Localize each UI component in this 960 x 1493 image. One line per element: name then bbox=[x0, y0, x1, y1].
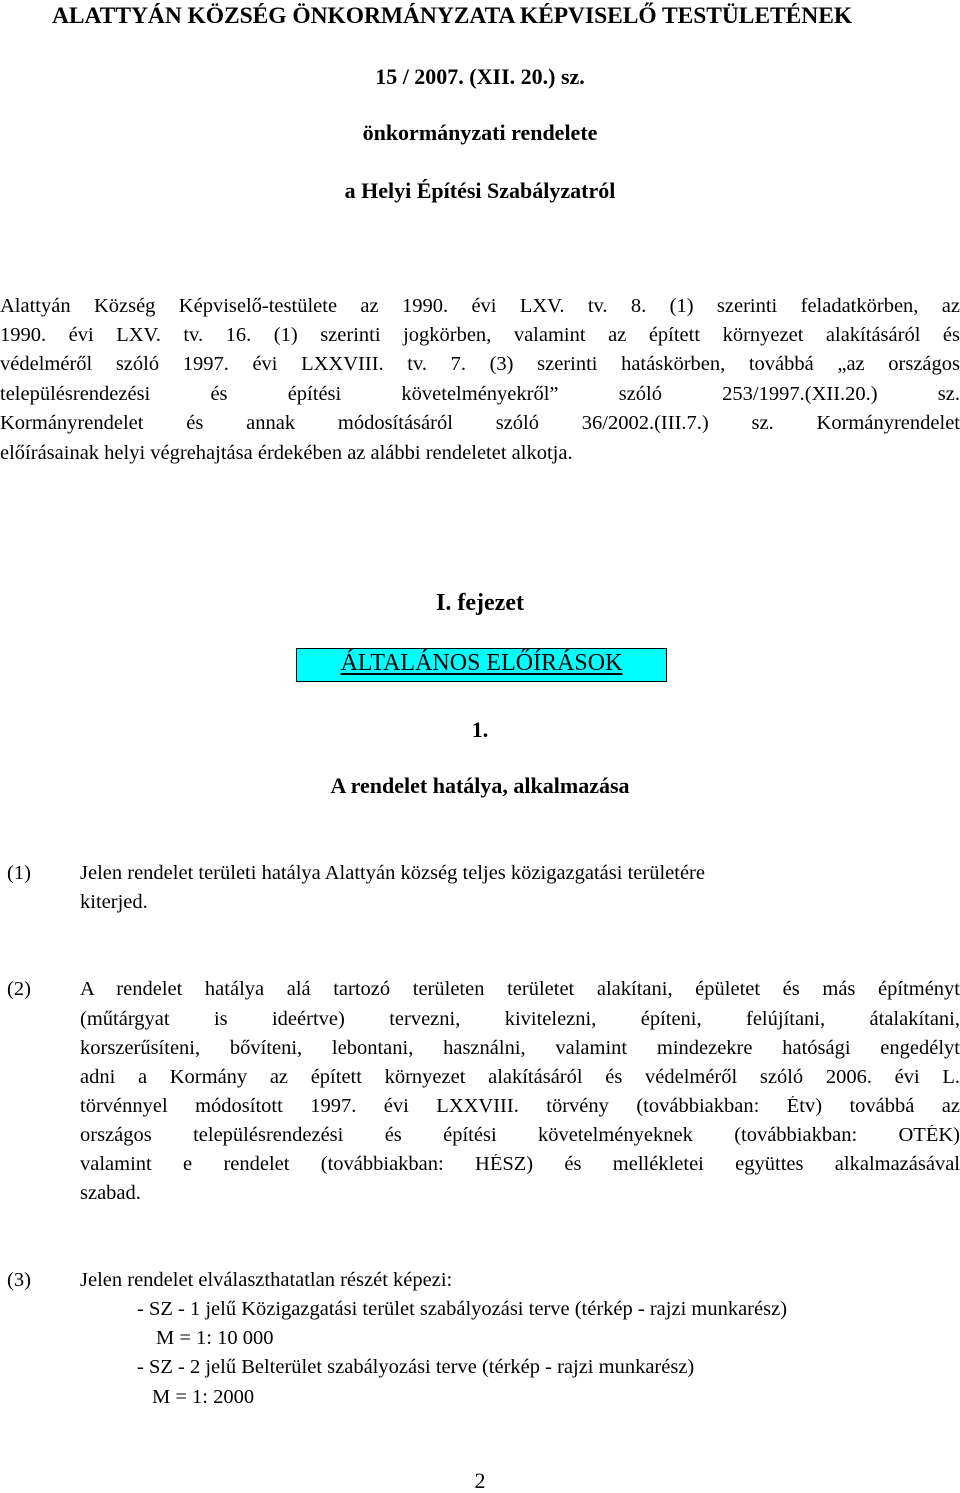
paragraph-line: korszerűsíteni, bővíteni, lebontani, használni, valamint mindezekre hatósági engedélyt bbox=[80, 1038, 960, 1059]
paragraph-line: szabad. bbox=[80, 1183, 141, 1204]
paragraph-intro: Jelen rendelet elválaszthatatlan részét képezi: bbox=[80, 1269, 453, 1291]
section-title: A rendelet hatálya, alkalmazása bbox=[330, 773, 630, 798]
preamble-line: 1990. évi LXV. tv. 16. (1) szerinti jogkörben, valamint az épített környezet alakításáról és bbox=[0, 325, 960, 346]
annex-item-label: - SZ - 1 jelű Közigazgatási terület szabályozási terve (térkép - rajzi munkarész) bbox=[137, 1298, 788, 1320]
paragraph-line: kiterjed. bbox=[80, 892, 148, 913]
chapter-number: I. fejezet bbox=[436, 590, 524, 616]
annex-item-scale: M = 1: 2000 bbox=[152, 1386, 255, 1408]
paragraph-number: (1) bbox=[7, 862, 31, 884]
chapter-title: ÁLTALÁNOS ELŐÍRÁSOK bbox=[340, 650, 623, 676]
preamble-line: előírásainak helyi végrehajtása érdekében az alábbi rendeletet alkotja. bbox=[0, 443, 573, 464]
annex-item-scale: M = 1: 10 000 bbox=[156, 1327, 274, 1349]
council-title: ALATTYÁN KÖZSÉG ÖNKORMÁNYZATA KÉPVISELŐ TESTÜLETÉNEK bbox=[52, 3, 853, 29]
paragraph-number: (2) bbox=[7, 978, 31, 1000]
section-number: 1. bbox=[471, 717, 489, 742]
paragraph-line: országos településrendezési és építési követelményeknek (továbbiakban: OTÉK) bbox=[80, 1125, 960, 1146]
paragraph-line: adni a Kormány az épített környezet alakításáról és védelméről szóló 2006. évi L. bbox=[80, 1067, 960, 1088]
decree-number: 15 / 2007. (XII. 20.) sz. bbox=[375, 64, 585, 89]
paragraph-line: (műtárgyat is ideértve) tervezni, kivitelezni, építeni, felújítani, átalakítani, bbox=[80, 1009, 960, 1030]
paragraph-line: valamint e rendelet (továbbiakban: HÉSZ) és mellékletei együttes alkalmazásával bbox=[80, 1154, 960, 1175]
paragraph-line: A rendelet hatálya alá tartozó területen területet alakítani, épületet és más építményt bbox=[80, 979, 960, 1000]
paragraph-number: (3) bbox=[7, 1269, 31, 1291]
page-number: 2 bbox=[474, 1468, 486, 1493]
paragraph-line: Jelen rendelet területi hatálya Alattyán község teljes közigazgatási területére bbox=[80, 863, 705, 884]
annex-item-label: - SZ - 2 jelű Belterület szabályozási terve (térkép - rajzi munkarész) bbox=[137, 1356, 695, 1378]
decree-subject: a Helyi Építési Szabályzatról bbox=[344, 178, 616, 203]
preamble-line: védelméről szóló 1997. évi LXXVIII. tv. 7. (3) szerinti hatáskörben, továbbá „az országos bbox=[0, 354, 960, 375]
preamble-line: Alattyán Község Képviselő-testülete az 1990. évi LXV. tv. 8. (1) szerinti feladatkörben, az bbox=[0, 296, 960, 317]
preamble-line: Kormányrendelet és annak módosításáról szóló 36/2002.(III.7.) sz. Kormányrendelet bbox=[0, 413, 960, 434]
decree-type: önkormányzati rendelete bbox=[362, 120, 598, 145]
preamble-line: településrendezési és építési követelményekről” szóló 253/1997.(XII.20.) sz. bbox=[0, 384, 960, 405]
paragraph-line: törvénnyel módosított 1997. évi LXXVIII. törvény (továbbiakban: Étv) továbbá az bbox=[80, 1096, 960, 1117]
